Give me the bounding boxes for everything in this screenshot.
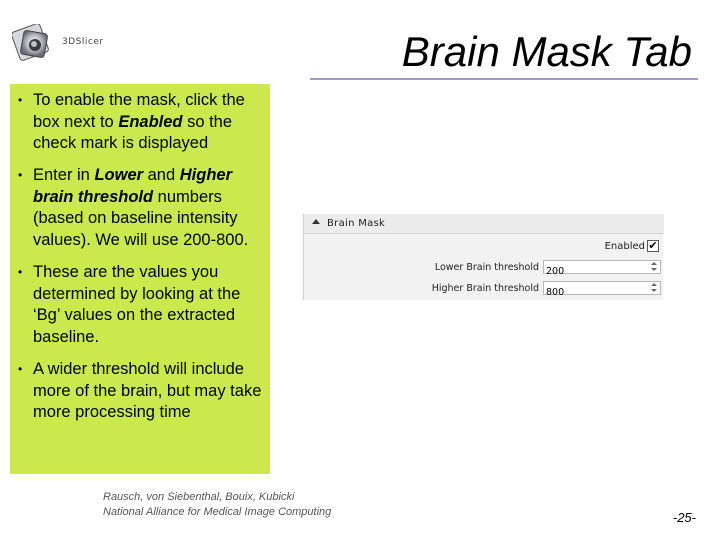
logo-text: 3DSlicer — [62, 37, 104, 47]
slicer-logo-icon — [12, 24, 54, 64]
bullet-enable-mask — [18, 90, 263, 155]
higher-threshold-spinbox[interactable] — [543, 281, 661, 295]
bullet-text: numbers (based on baseline intensity values). We will use 200-800. — [33, 187, 249, 249]
higher-threshold-input[interactable] — [544, 287, 644, 299]
enabled-checkbox[interactable] — [647, 240, 659, 252]
footer-authors: Rausch, von Siebenthal, Bouix, Kubicki — [103, 491, 295, 503]
bullet-text: To enable the mask, click the box next to — [33, 91, 245, 131]
bullet-dot-icon: • — [18, 168, 23, 182]
spin-down-icon[interactable] — [649, 267, 659, 273]
bullet-wider-threshold — [18, 359, 263, 424]
lower-threshold-label: Lower Brain threshold — [434, 262, 539, 273]
footer-credits — [103, 490, 331, 520]
brain-mask-header[interactable] — [304, 214, 664, 234]
enabled-label: Enabled — [604, 241, 645, 252]
bullet-dot-icon: • — [18, 362, 23, 376]
bullet-values-note — [18, 262, 263, 348]
bullet-emphasis: Higher brain threshold — [33, 166, 233, 206]
lower-threshold-spinbox[interactable] — [543, 260, 661, 274]
higher-threshold-label: Higher Brain threshold — [431, 283, 539, 294]
bullet-text: Enter in — [33, 166, 95, 184]
instructions-panel — [10, 84, 270, 474]
brain-mask-title: Brain Mask — [327, 218, 386, 229]
bullet-text: These are the values you determined by looking at the ‘Bg’ values on the extracted baseline. — [33, 263, 241, 346]
bullet-text: so the check mark is displayed — [33, 112, 233, 152]
bullet-text: and — [143, 166, 180, 184]
bullet-emphasis: Lower — [94, 166, 144, 184]
spin-down-icon[interactable] — [649, 288, 659, 294]
bullet-enter-thresholds — [18, 165, 263, 251]
bullet-emphasis: Enabled — [118, 112, 183, 131]
collapse-triangle-icon[interactable] — [312, 219, 320, 224]
page-title: Brain Mask Tab — [401, 28, 692, 75]
bullet-dot-icon: • — [18, 265, 23, 279]
footer-org: National Alliance for Medical Image Computing — [103, 506, 332, 518]
slicer-logo — [12, 24, 112, 64]
brain-mask-widget — [303, 214, 663, 300]
title-divider — [310, 78, 698, 80]
bullet-dot-icon: • — [18, 93, 23, 107]
page-number: -25- — [672, 510, 696, 525]
lower-threshold-input[interactable] — [544, 266, 644, 278]
checkmark-icon: ✔ — [648, 240, 658, 252]
bullet-text: A wider threshold will include more of the brain, but may take more processing time — [33, 360, 262, 421]
